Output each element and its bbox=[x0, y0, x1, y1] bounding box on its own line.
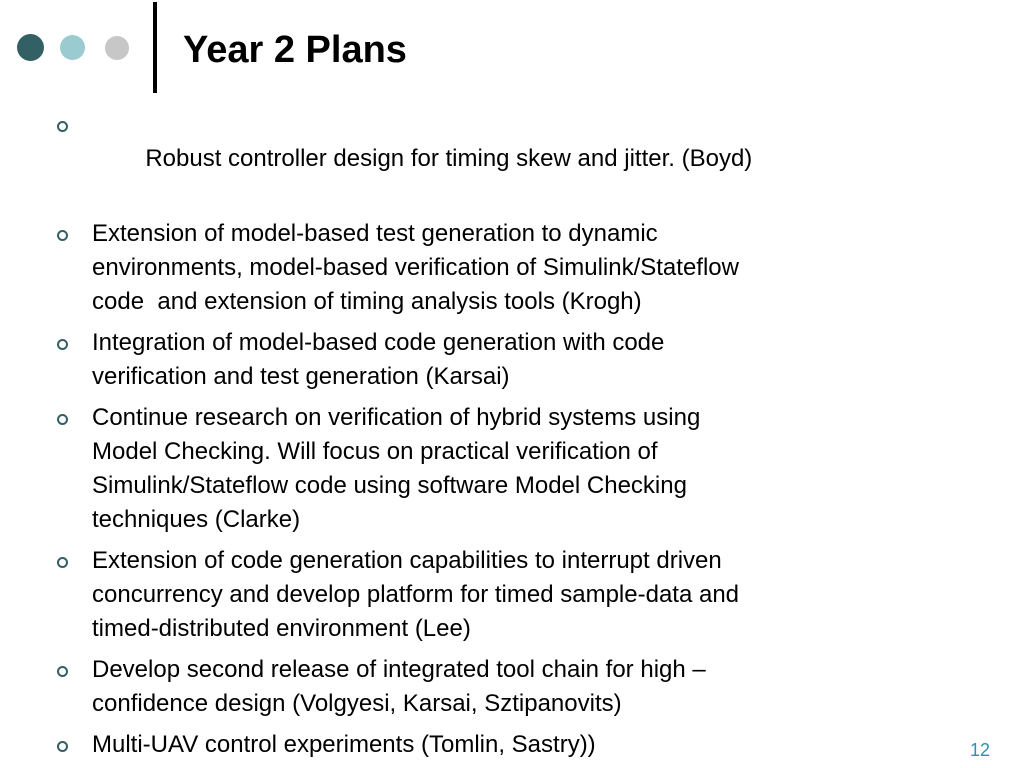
bullet-line: timed-distributed environment (Lee) bbox=[92, 615, 471, 642]
bullet-text bbox=[92, 728, 890, 762]
bullet-line: verification and test generation (Karsai) bbox=[92, 363, 510, 390]
bullet-item bbox=[50, 217, 890, 319]
bullet-line: Extension of model-based test generation to dynamic bbox=[92, 220, 658, 247]
bullet-line: Continue research on verification of hybrid systems using bbox=[92, 404, 701, 431]
bullet-item bbox=[50, 544, 890, 646]
bullet-line: Model Checking. Will focus on practical verification of bbox=[92, 438, 658, 465]
bullet-line: confidence design (Volgyesi, Karsai, Sztipanovits) bbox=[92, 690, 622, 717]
bullet-text bbox=[92, 544, 890, 646]
bullet-text bbox=[92, 217, 890, 319]
bullet-item bbox=[50, 108, 890, 210]
bullet-list bbox=[50, 108, 890, 768]
bullet-line: Simulink/Stateflow code using software Model Checking bbox=[92, 472, 687, 499]
bullet-circle-icon bbox=[57, 666, 68, 677]
bullet-circle-icon bbox=[57, 230, 68, 241]
bullet-item bbox=[50, 728, 890, 762]
bullet-text bbox=[92, 653, 890, 721]
bullet-circle-icon bbox=[57, 741, 68, 752]
bullet-circle-icon bbox=[57, 339, 68, 350]
bullet-text bbox=[92, 326, 890, 394]
bullet-item bbox=[50, 326, 890, 394]
bullet-line: Extension of code generation capabilities to interrupt driven bbox=[92, 547, 722, 574]
bullet-line: environments, model-based verification of Simulink/Stateflow bbox=[92, 254, 739, 281]
bullet-text bbox=[92, 401, 890, 537]
bullet-line: Integration of model-based code generation with code bbox=[92, 329, 665, 356]
bullet-text bbox=[92, 108, 890, 210]
decor-dot-dark bbox=[17, 34, 44, 61]
bullet-circle-icon bbox=[57, 414, 68, 425]
bullet-line: Multi-UAV control experiments (Tomlin, Sastry)) bbox=[92, 731, 596, 758]
title-divider bbox=[153, 2, 157, 93]
bullet-line: Develop second release of integrated tool chain for high – bbox=[92, 656, 706, 683]
bullet-circle-icon bbox=[57, 121, 68, 132]
bullet-line: code and extension of timing analysis tools (Krogh) bbox=[92, 288, 642, 315]
bullet-circle-icon bbox=[57, 557, 68, 568]
page-number: 12 bbox=[969, 740, 990, 760]
bullet-line: techniques (Clarke) bbox=[92, 506, 301, 533]
decor-dot-light bbox=[60, 35, 85, 60]
bullet-line: concurrency and develop platform for timed sample-data and bbox=[92, 581, 740, 608]
bullet-item bbox=[50, 653, 890, 721]
slide-title: Year 2 Plans bbox=[183, 29, 407, 71]
bullet-line: Robust controller design for timing skew and jitter. (Boyd) bbox=[145, 145, 753, 172]
decor-dot-gray bbox=[105, 36, 129, 60]
bullet-item bbox=[50, 401, 890, 537]
